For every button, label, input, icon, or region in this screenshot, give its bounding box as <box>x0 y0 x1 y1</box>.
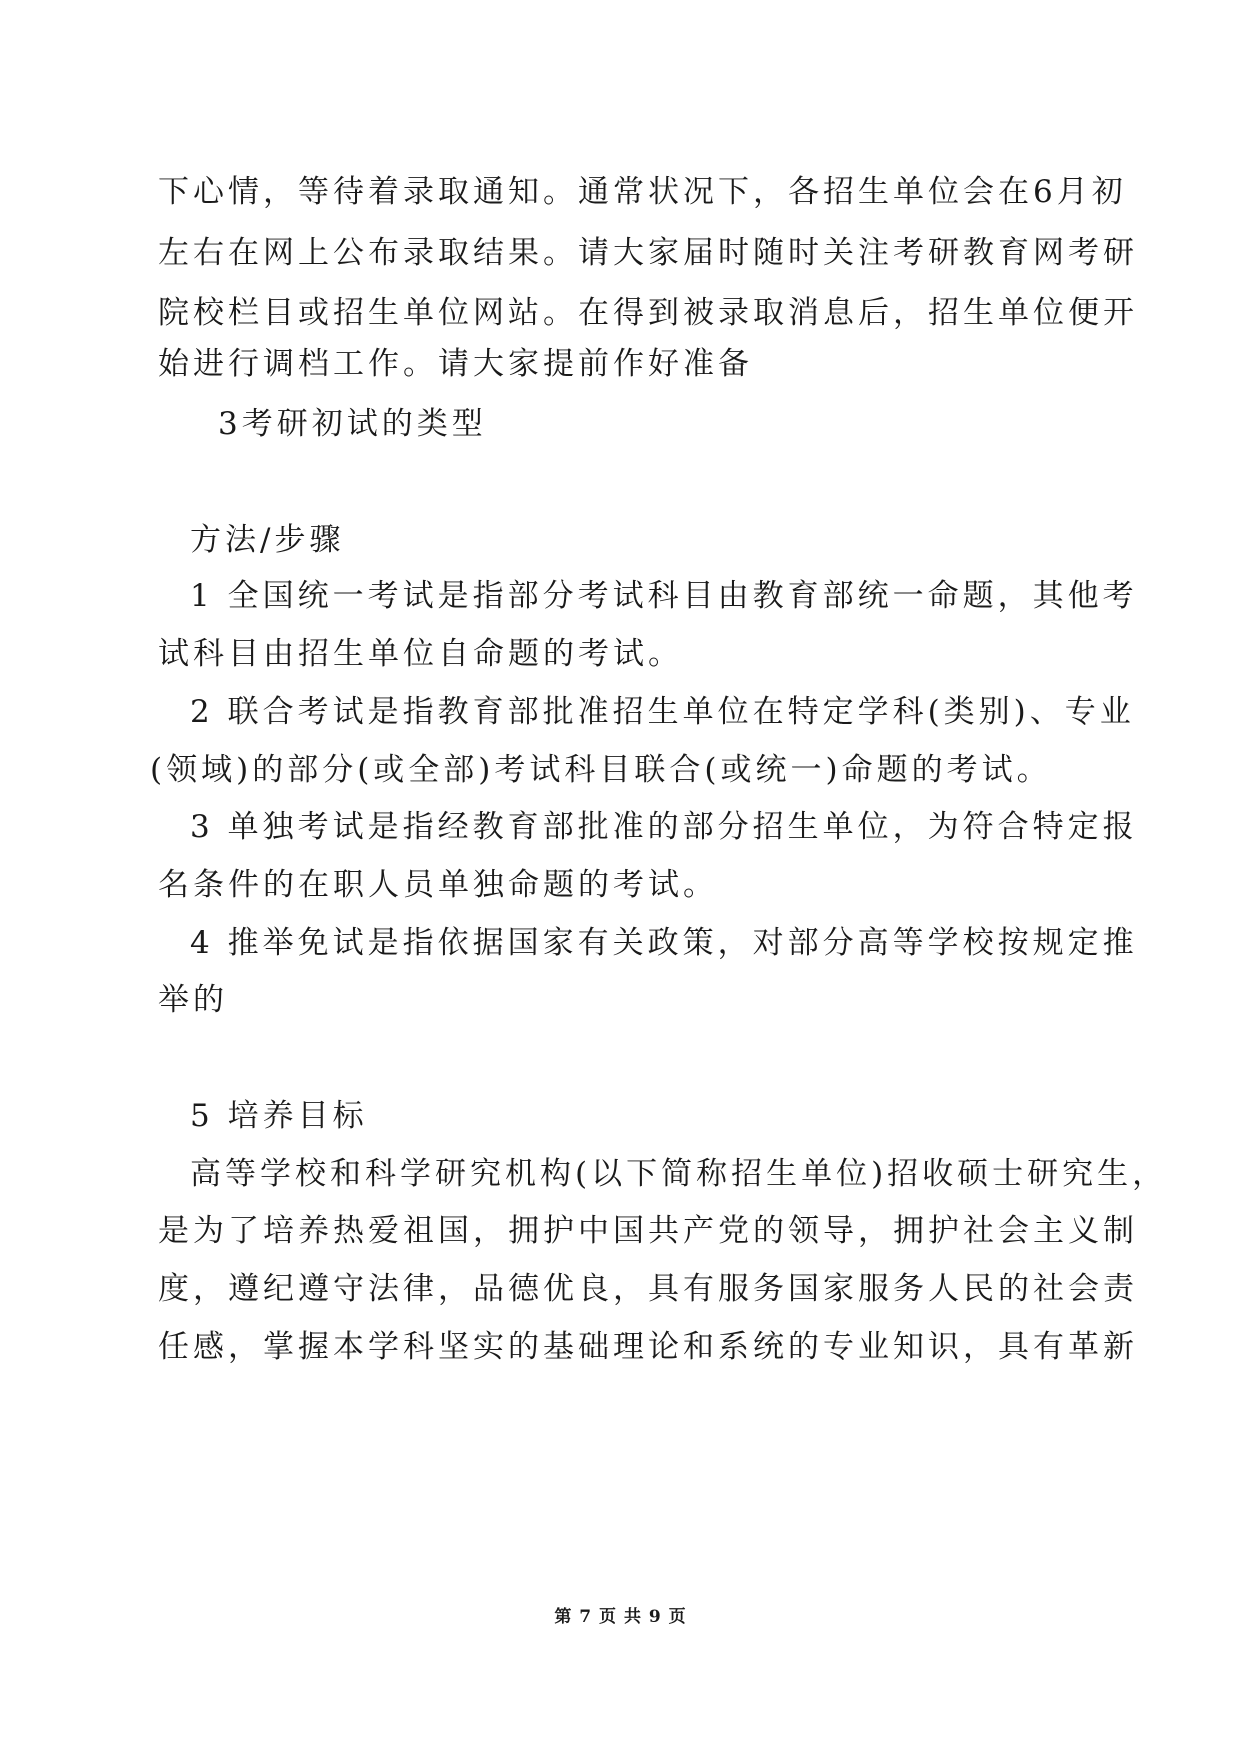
paragraph-line: 高等学校和科学研究机构(以下简称招生单位)招收硕士研究生， <box>190 1156 1168 1192</box>
list-item: 4 推举免试是指依据国家有关政策，对部分高等学校按规定推 <box>190 925 1138 961</box>
paragraph-line: 度，遵纪遵守法律，品德优良，具有服务国家服务人民的社会责 <box>158 1271 1138 1307</box>
page-footer: 第 7 页 共 9 页 <box>554 1607 687 1627</box>
list-item: 2 联合考试是指教育部批准招生单位在特定学科(类别)、专业 <box>190 694 1135 730</box>
paragraph-line: 始进行调档工作。请大家提前作好准备 <box>158 346 753 382</box>
paragraph-line: 试科目由招生单位自命题的考试。 <box>158 636 683 672</box>
list-item: 1 全国统一考试是指部分考试科目由教育部统一命题，其他考 <box>190 578 1138 614</box>
paragraph-line: 名条件的在职人员单独命题的考试。 <box>158 867 718 903</box>
list-item: 3 单独考试是指经教育部批准的部分招生单位，为符合特定报 <box>190 809 1138 845</box>
paragraph-line: 院校栏目或招生单位网站。在得到被录取消息后，招生单位便开 <box>158 295 1138 331</box>
paragraph-line: 任感，掌握本学科坚实的基础理论和系统的专业知识，具有革新 <box>158 1329 1138 1365</box>
paragraph-line: (领域)的部分(或全部)考试科目联合(或统一)命题的考试。 <box>150 752 1052 788</box>
paragraph-line: 是为了培养热爱祖国，拥护中国共产党的领导，拥护社会主义制 <box>158 1213 1138 1249</box>
paragraph-line: 下心情，等待着录取通知。通常状况下，各招生单位会在6月初 <box>158 174 1127 210</box>
paragraph-line: 左右在网上公布录取结果。请大家届时随时关注考研教育网考研 <box>158 235 1138 271</box>
paragraph-line: 举的 <box>158 982 228 1018</box>
section-heading: 3考研初试的类型 <box>218 406 487 442</box>
section-heading: 方法/步骤 <box>190 522 345 558</box>
section-heading: 5 培养目标 <box>190 1098 368 1134</box>
